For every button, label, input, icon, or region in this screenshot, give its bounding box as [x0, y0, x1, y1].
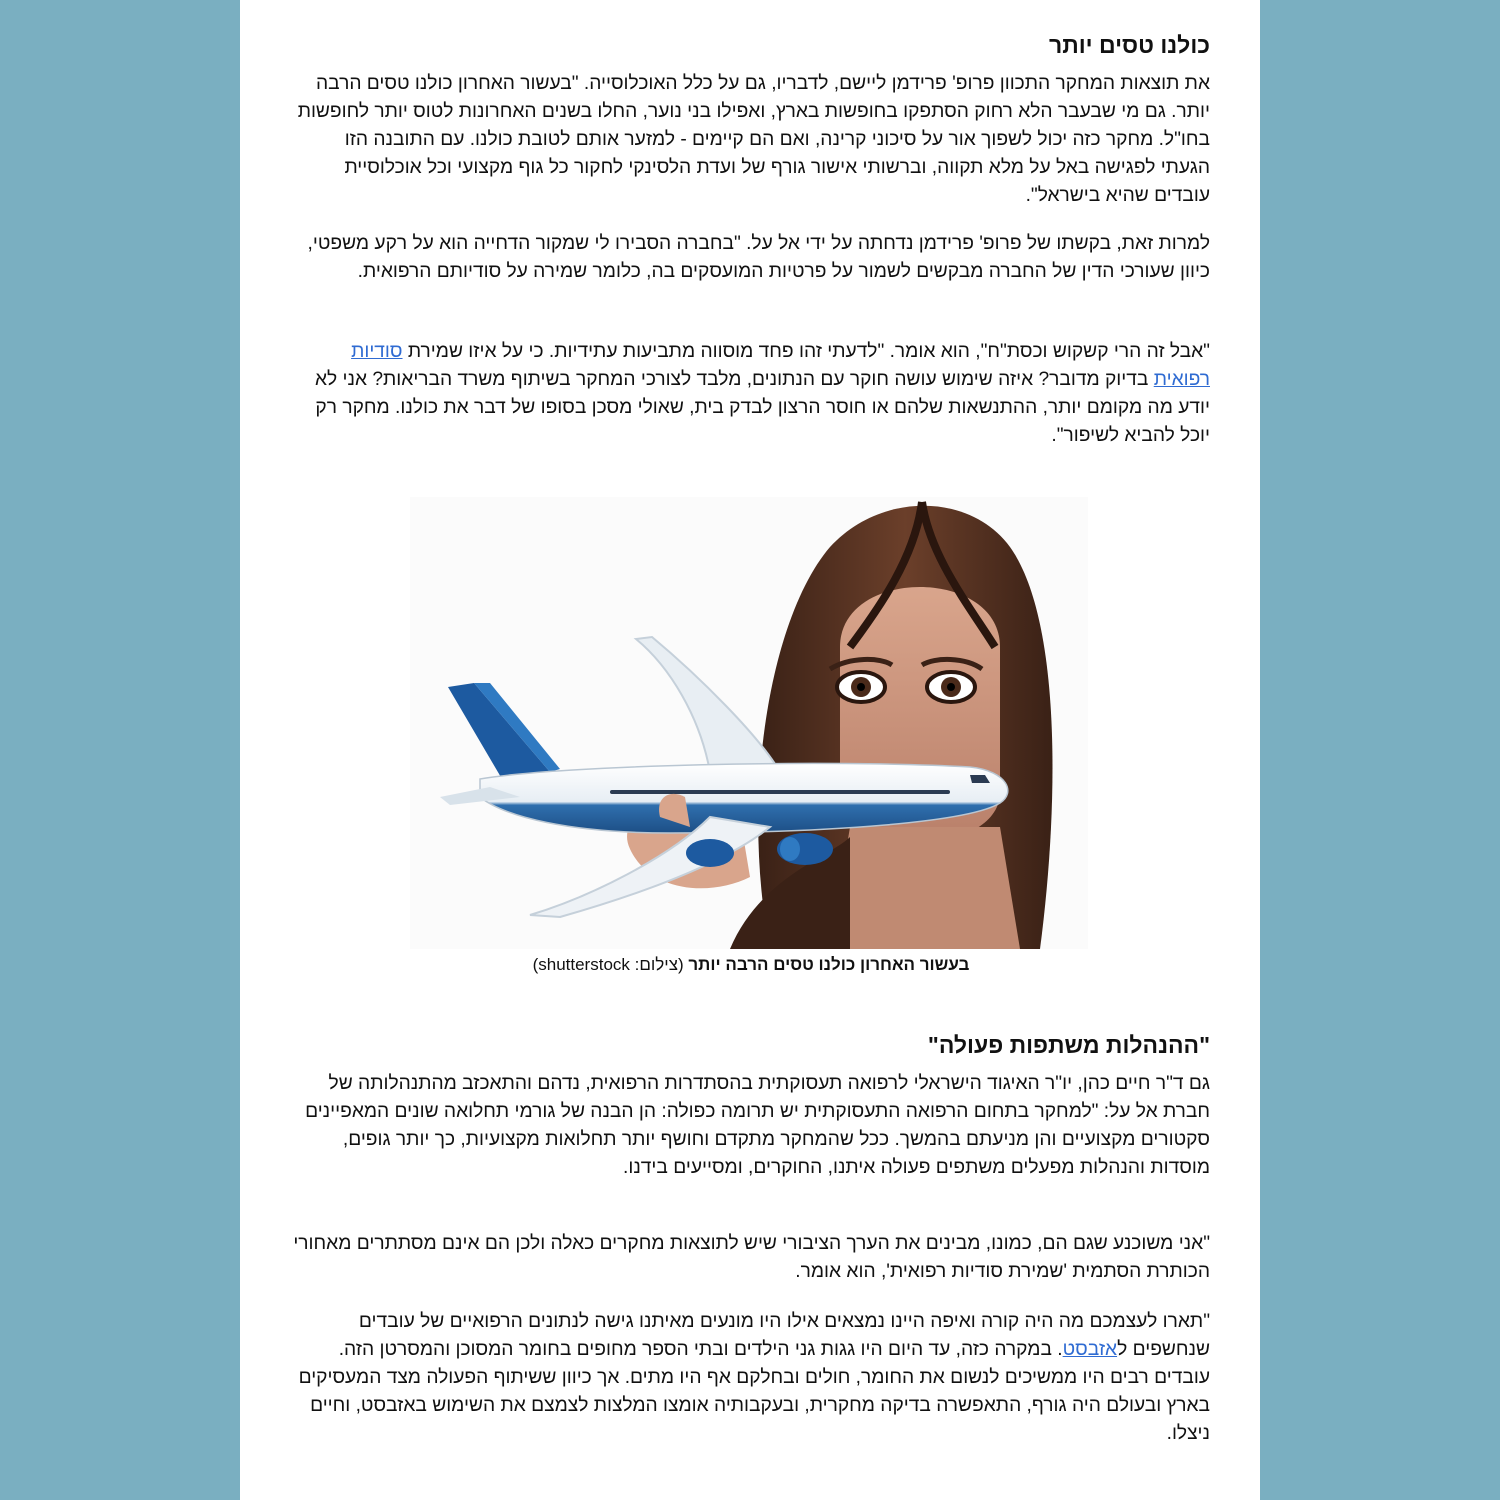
section-heading-flying-more: כולנו טסים יותר [1048, 32, 1210, 58]
paragraph-research-plan: את תוצאות המחקר התכוון פרופ' פרידמן ליישם, לדבריו, גם על כלל האוכלוסייה. "בעשור האחרון כולנו טסים הרבה יותר. גם מי שבעבר הלא רחוק הסתפקו בחופשות בארץ, ואפילו בני נוער, החלו בשנים האחרונות לטוס יותר לחופשות בחו"ל. מחקר כזה יכול לשפוך אור על סיכוני קרינה, ואם הם קיימים - למזער אותם לטובת כולנו. עם התובנה הזו הגעתי לפגישה באל על מלא תקווה, וברשותי אישור גורף של ועדת הלסינקי לחקור כל גוף מקצועי וכל אוכלוסיית עובדים שהיא בישראל". [297, 73, 1210, 206]
photo-caption [292, 955, 1210, 975]
caption-title: בעשור האחרון כולנו טסים הרבה יותר [688, 955, 970, 974]
section-heading-cooperation: "ההנהלות משתפות פעולה" [927, 1032, 1210, 1058]
caption-credit: (צילום: shutterstock) [532, 955, 689, 974]
paragraph-occupational-medicine: גם ד"ר חיים כהן, יו"ר האיגוד הישראלי לרפואה תעסוקתית בהסתדרות הרפואית, נדהם והתאכזב מהתנהלותה של חברת אל על: "למחקר בתחום הרפואה התעסוקתית יש תרומה כפולה: הן הבנה של גורמי תחלואה שונים המאפיינים סקטורים מקצועיים והן מניעתם בהמשך. ככל שהמחקר מתקדם וחושף יותר תחלואות מקצועיות, כך יותר גופים, מוסדות והנהלות מפעלים משתפים פעולה איתנו, החוקרים, ומסייעים בידנו. [305, 1073, 1210, 1178]
paragraph-text-end: בדיוק מדובר? איזה שימוש עושה חוקר עם הנתונים, מלבד לצורכי המחקר בשיתוף משרד הבריאות? אני לא יודע מה מקומם יותר, ההתנשאות שלהם או חוסר הרצון לבדק בית, שאולי מסכן בסופו של דבר את כולנו. מחקר רק יוכל להביא לשיפור". [314, 369, 1210, 446]
woman-holding-airplane-illustration [410, 497, 1088, 949]
paragraph-text-end: . במקרה כזה, עד היום היו גגות גני הילדים ובתי הספר מחופים בחומר המסוכן והמסרטן הזה. עובדים רבים היו ממשיכים לנשום את החומר, חולים ובחלקם אף היו מתים. אך כיוון ששיתוף הפעולה מצד המעסיקים בארץ ובעולם היה גורף, התאפשרה בדיקה מחקרית, ובעקבותיה אומצו המלצות לצמצם את השימוש באזבסט, וחיים ניצלו. [298, 1339, 1210, 1444]
link-asbestos[interactable]: אזבסט [1062, 1339, 1118, 1360]
link-medical-privacy[interactable]: סודיות רפואית [351, 341, 1210, 390]
paragraph-asbestos [292, 1308, 1210, 1448]
paragraph-text-start: "אבל זה הרי קשקוש וכסת"ח", הוא אומר. "לדעתי זהו פחד מוסווה מתביעות עתידיות. כי על איזו שמירת [402, 341, 1210, 362]
paragraph-text-start: "תארו לעצמכם מה היה קורה ואיפה היינו נמצאים אילו היו מונעים מאיתנו גישה לנתונים הרפואיים של עובדים שנחשפים ל [358, 1311, 1210, 1360]
article-page [240, 0, 1260, 1500]
paragraph-medical-privacy [292, 338, 1210, 450]
paragraph-request-rejected: למרות זאת, בקשתו של פרופ' פרידמן נדחתה על ידי אל על. "בחברה הסבירו לי שמקור הדחייה הוא על רקע משפטי, כיוון שעורכי הדין של החברה מבקשים לשמור על פרטיות המועסקים בה, כלומר שמירה על סודיותם הרפואית. [307, 233, 1210, 282]
paragraph-public-value: "אני משוכנע שגם הם, כמונו, מבינים את הערך הציבורי שיש לתוצאות מחקרים כאלה ולכן הם אינם מסתתרים מאחורי הכותרת הסתמית 'שמירת סודיות רפואית', הוא אומר. [293, 1233, 1210, 1282]
article-photo [410, 497, 1088, 949]
